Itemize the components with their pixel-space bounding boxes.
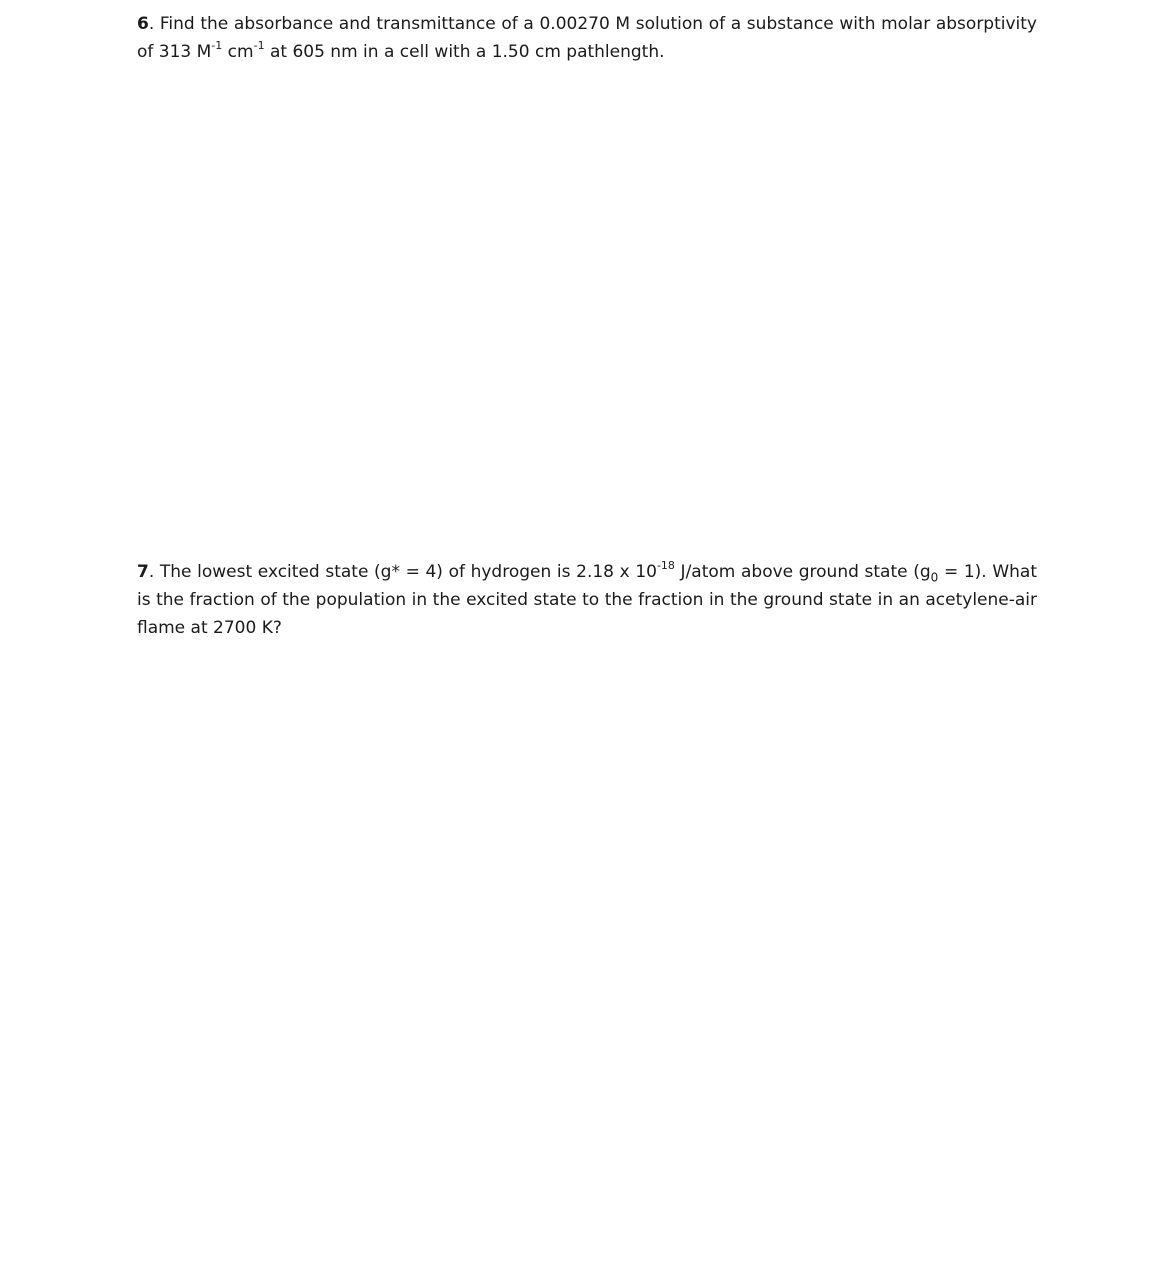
question-text: . The lowest excited state (g* = 4) of hydrogen is 2.18 x 10 [148,562,657,582]
question-7 [137,558,1037,642]
subscript: 0 [930,570,939,585]
superscript: -18 [656,559,675,573]
question-text: J/atom above ground state (g [674,562,931,582]
question-number: 7 [137,562,149,582]
superscript: -1 [253,39,265,53]
question-text: = 1). What is the fraction of the population in the excited state to the fraction in the ground state in an acetylene-air flame at 2700 K? [137,562,1037,638]
question-number: 6 [137,14,149,34]
question-text: cm [222,42,254,62]
superscript: -1 [211,39,223,53]
question-6 [137,10,1037,66]
question-text: at 605 nm in a cell with a 1.50 cm pathlength. [264,42,665,62]
question-text: . Find the absorbance and transmittance of a 0.00270 M solution of a substance with molar absorptivity of 313 M [137,14,1037,62]
